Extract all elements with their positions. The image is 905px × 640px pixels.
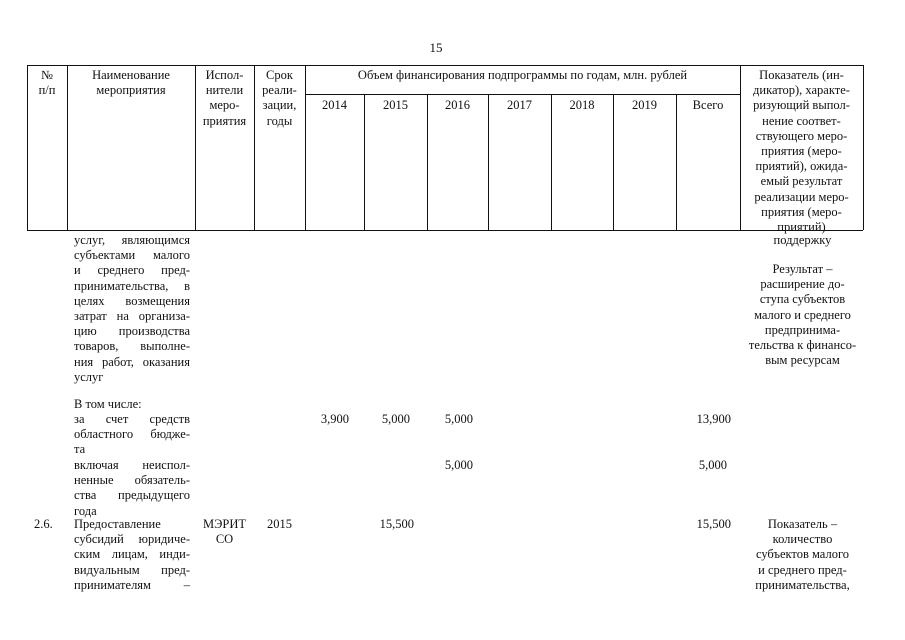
item-executor: МЭРИТ СО [203, 517, 246, 547]
item-total-value: 15,500 [696, 517, 731, 531]
header-col-name: Наименование мероприятия [92, 68, 170, 98]
header-col-term: Срок реали- зации, годы [262, 68, 297, 128]
header-bottom-border [27, 230, 863, 231]
item-name: Предоставление субсидий юридиче- ским лицам, инди- видуальным пред- принимателям – [74, 517, 190, 592]
header-col-indicator: Показатель (ин- дикатор), характе- ризующий выпол- нение соответ- ствующего меро- приятия (меро- приятий), ожида- емый результат реализации меро- приятия (меро- приятий) [753, 68, 850, 235]
header-col-financing: Объем финансирования подпрограммы по годам, млн. рублей [357, 68, 688, 82]
header-divider [551, 94, 552, 230]
header-year-2014: 2014 [322, 98, 347, 112]
header-divider [676, 94, 677, 230]
in-total-label: В том числе: [74, 397, 142, 411]
header-year-total: Всего [692, 98, 724, 112]
header-divider [427, 94, 428, 230]
page-number: 15 [429, 40, 443, 55]
item-term: 2015 [267, 517, 292, 531]
item-indicator: Показатель – количество субъектов малого и среднего пред- принимательства, [755, 517, 850, 592]
regional-budget-label: за счет средств областного бюдже- та [74, 412, 190, 457]
header-years-border [305, 94, 740, 95]
continued-indicator-tail: поддержку [773, 233, 832, 247]
header-divider [364, 94, 365, 230]
header-year-2017: 2017 [507, 98, 532, 112]
header-col-executors: Испол- нители меро- приятия [202, 68, 247, 128]
header-col-number: № п/п [38, 68, 56, 98]
unfulfilled-2016-value: 5,000 [444, 458, 473, 472]
regional-2015-value: 5,000 [381, 412, 410, 426]
header-divider [863, 65, 864, 230]
header-divider [613, 94, 614, 230]
continued-measure-name: услуг, являющимся субъектами малого и среднего пред- принимательства, в целях возмещения затрат на организа- цию производства товаров, выполне- ния работ, оказания услуг [74, 233, 190, 384]
continued-indicator-result: Результат – расширение до- ступа субъектов малого и среднего предпринима- тельства к финансо- вым ресурсам [748, 262, 857, 368]
header-year-2016: 2016 [445, 98, 470, 112]
item-2015-value: 15,500 [379, 517, 414, 531]
header-year-2015: 2015 [383, 98, 408, 112]
header-divider [488, 94, 489, 230]
item-number: 2.6. [34, 517, 53, 531]
unfulfilled-obligations-label: включая неиспол- ненные обязатель- ства предыдущего года [74, 458, 190, 518]
unfulfilled-total-value: 5,000 [698, 458, 727, 472]
regional-total-value: 13,900 [696, 412, 731, 426]
header-divider [305, 65, 306, 230]
regional-2016-value: 5,000 [444, 412, 473, 426]
header-year-2018: 2018 [569, 98, 595, 112]
header-top-border [27, 65, 863, 66]
regional-2014-value: 3,900 [320, 412, 349, 426]
header-year-2019: 2019 [632, 98, 657, 112]
